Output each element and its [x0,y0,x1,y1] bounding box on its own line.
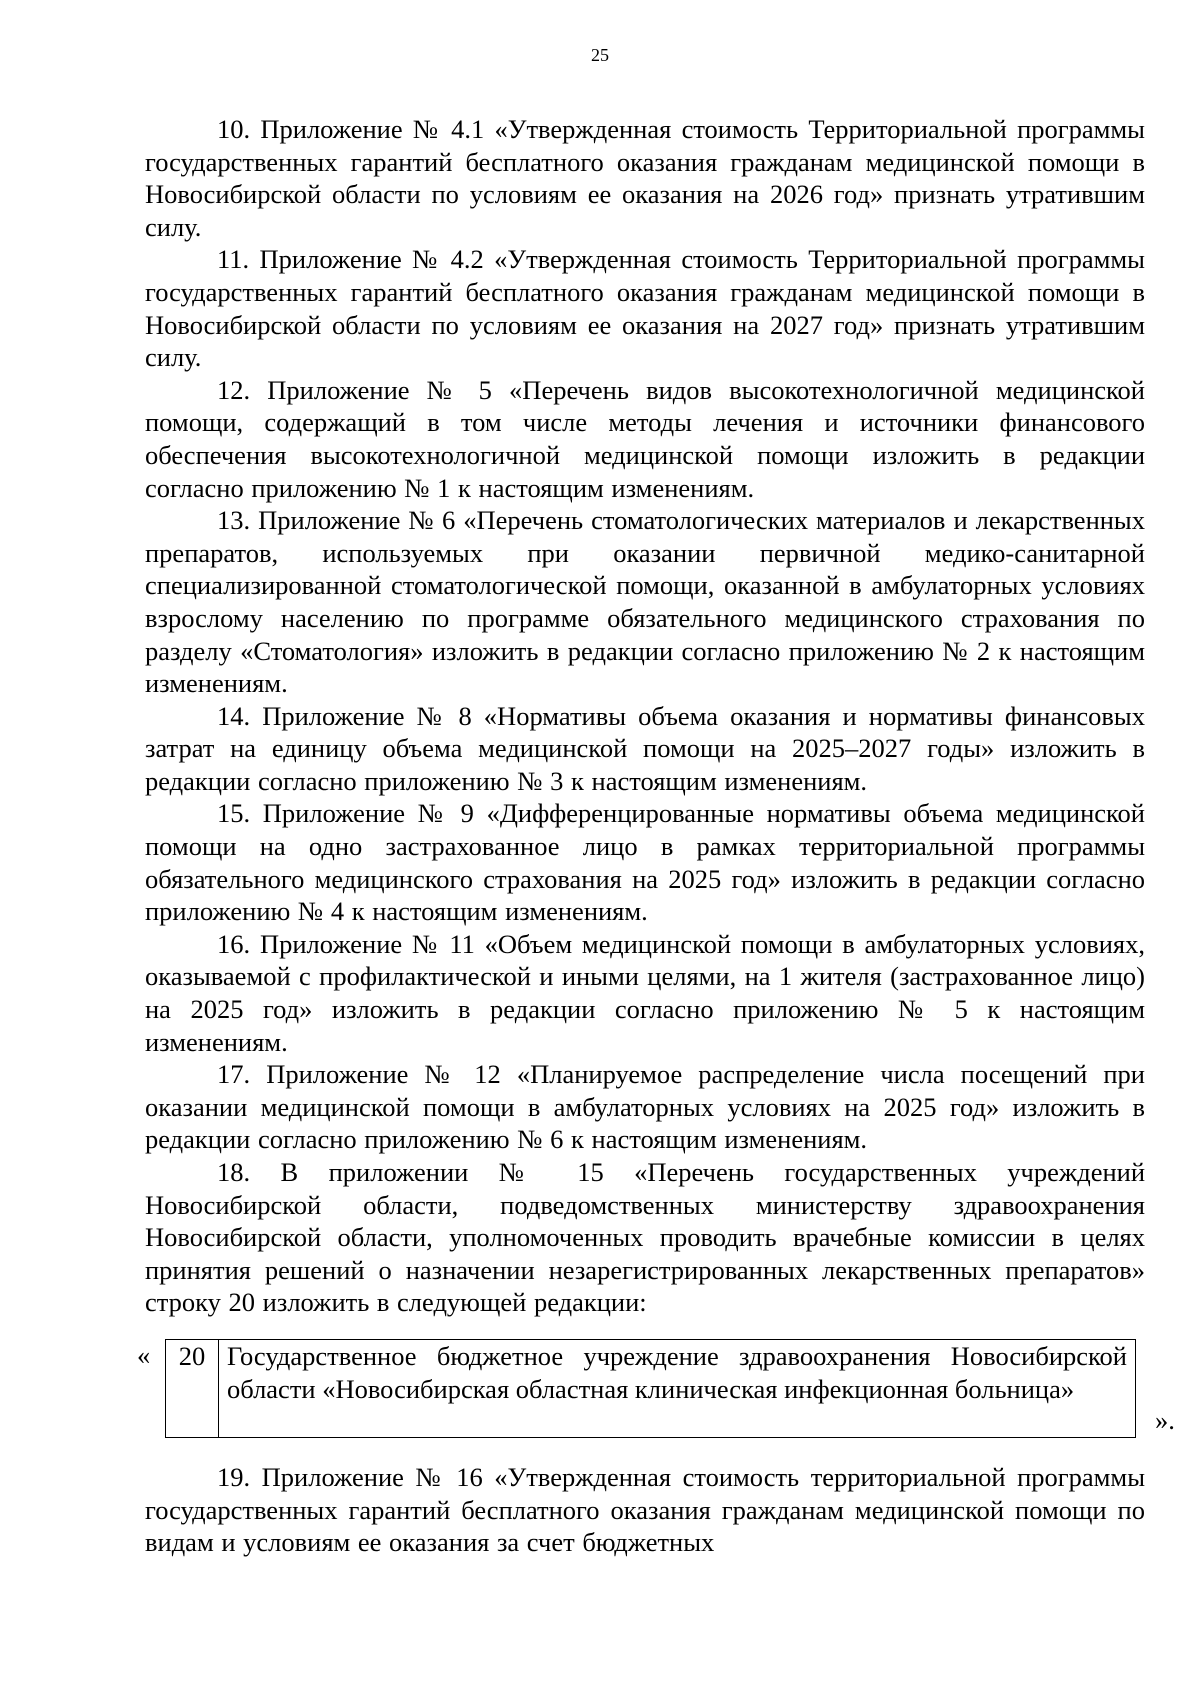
opening-quote: « [137,1339,151,1370]
paragraph-item-16: 16. Приложение № 11 «Объем медицинской помощи в амбулаторных условиях, оказываемой с профилактической и иными целями, на 1 жителя (застрахованное лицо) на 2025 год» изложить в редакции согласно приложению № 5 к настоящим изменениям. [145,928,1145,1057]
paragraph-item-17: 17. Приложение № 12 «Планируемое распределение числа посещений при оказании медицинской помощи в амбулаторных условиях на 2025 год» изложить в редакции согласно приложению № 6 к настоящим изменениям. [145,1059,1145,1155]
document-body [137,113,1175,1559]
paragraph-item-15: 15. Приложение № 9 «Дифференцированные нормативы объема медицинской помощи на одно застрахованное лицо в рамках территориальной программы обязательного медицинского страхования на 2025 год» изложить в редакции согласно приложению № 4 к настоящим изменениям. [145,798,1145,927]
paragraph-item-11: 11. Приложение № 4.2 «Утвержденная стоимость Территориальной программы государственных гарантий бесплатного оказания гражданам медицинской помощи в Новосибирской области по условиям ее оказания на 2027 год» признать утратившим силу. [145,244,1145,373]
paragraph-item-13: 13. Приложение № 6 «Перечень стоматологических материалов и лекарственных препаратов, используемых при оказании первичной медико-санитарной специализированной стоматологической помощи, оказанной в амбулаторных условиях взрослому населению по программе обязательного медицинского страхования по разделу «Стоматология» изложить в редакции согласно приложению № 2 к настоящим изменениям. [145,505,1145,699]
closing-quote: ». [1155,1404,1175,1435]
row-number-cell: 20 [166,1339,219,1437]
amended-row-table [165,1339,1136,1438]
institution-name-cell: Государственное бюджетное учреждение здравоохранения Новосибирской области «Новосибирская областная клиническая инфекционная больница» [219,1339,1136,1437]
amended-row-block [137,1339,1175,1441]
table-row [166,1339,1136,1437]
paragraph-item-18: 18. В приложении № 15 «Перечень государственных учреждений Новосибирской области, подведомственных министерству здравоохранения Новосибирской области, уполномоченных проводить врачебные комиссии в целях принятия решений о назначении незарегистрированных лекарственных препаратов» строку 20 изложить в следующей редакции: [145,1157,1145,1318]
paragraph-item-14: 14. Приложение № 8 «Нормативы объема оказания и нормативы финансовых затрат на единицу объема медицинской помощи на 2025–2027 годы» изложить в редакции согласно приложению № 3 к настоящим изменениям. [145,700,1145,796]
paragraph-item-12: 12. Приложение № 5 «Перечень видов высокотехнологичной медицинской помощи, содержащий в том числе методы лечения и источники финансового обеспечения высокотехнологичной медицинской помощи изложить в редакции согласно приложению № 1 к настоящим изменениям. [145,374,1145,503]
paragraph-item-19: 19. Приложение № 16 «Утвержденная стоимость территориальной программы государственных гарантий бесплатного оказания гражданам медицинской помощи по видам и условиям ее оказания за счет бюджетных [145,1461,1145,1558]
page-number: 25 [591,45,609,65]
paragraph-item-10: 10. Приложение № 4.1 «Утвержденная стоимость Территориальной программы государственных гарантий бесплатного оказания гражданам медицинской помощи в Новосибирской области по условиям ее оказания на 2026 год» признать утратившим силу. [145,114,1145,242]
